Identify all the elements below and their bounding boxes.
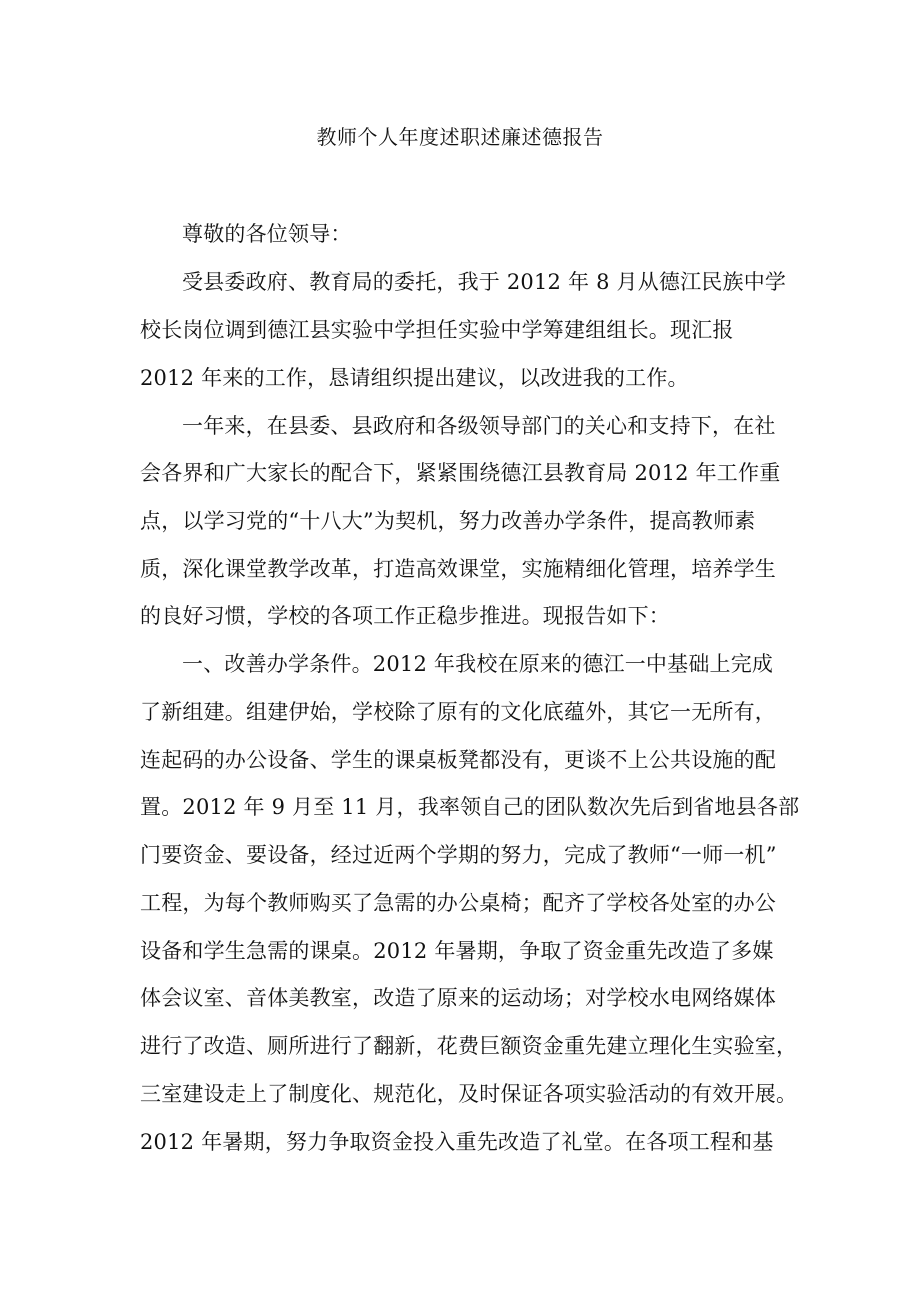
body-line: 一、改善办学条件。2012 年我校在原来的德江一中基础上完成 (182, 652, 774, 676)
body-line: 2012 年暑期，努力争取资金投入重先改造了礼堂。在各项工程和基 (140, 1130, 774, 1154)
body-line: 体会议室、音体美教室，改造了原来的运动场；对学校水电网络媒体 (140, 986, 776, 1010)
body-line: 连起码的办公设备、学生的课桌板凳都没有，更谈不上公共设施的配 (140, 748, 776, 772)
body-line: 的良好习惯，学校的各项工作正稳步推进。现报告如下： (140, 604, 670, 628)
body-line: 受县委政府、教育局的委托，我于 2012 年 8 月从德江民族中学 (182, 270, 787, 294)
body-line: 质，深化课堂教学改革，打造高效课堂，实施精细化管理，培养学生 (140, 557, 776, 581)
salutation-line: 尊敬的各位领导： (182, 222, 352, 246)
document-title: 教师个人年度述职述廉述德报告 (316, 125, 604, 149)
body-line: 一年来，在县委、县政府和各级领导部门的关心和支持下，在社 (182, 414, 776, 438)
body-line: 点，以学习党的“十八大”为契机，努力改善办学条件，提高教师素 (140, 509, 756, 533)
body-line: 2012 年来的工作，恳请组织提出建议，以改进我的工作。 (140, 366, 689, 390)
body-line: 三室建设走上了制度化、规范化，及时保证各项实验活动的有效开展。 (140, 1082, 798, 1106)
body-line: 设备和学生急需的课桌。2012 年暑期，争取了资金重先改造了多媒 (140, 939, 774, 963)
body-line: 会各界和广大家长的配合下，紧紧围绕德江县教育局 2012 年工作重 (140, 461, 781, 485)
body-line: 了新组建。组建伊始，学校除了原有的文化底蕴外，其它一无所有， (140, 700, 776, 724)
body-line: 校长岗位调到德江县实验中学担任实验中学筹建组组长。现汇报 (140, 318, 734, 342)
body-line: 工程，为每个教师购买了急需的办公桌椅；配齐了学校各处室的办公 (140, 891, 776, 915)
body-line: 门要资金、要设备，经过近两个学期的努力，完成了教师“一师一机” (140, 843, 777, 867)
body-line: 置。2012 年 9 月至 11 月，我率领自己的团队数次先后到省地县各部 (140, 795, 800, 819)
body-line: 进行了改造、厕所进行了翻新，花费巨额资金重先建立理化生实验室， (140, 1034, 798, 1058)
